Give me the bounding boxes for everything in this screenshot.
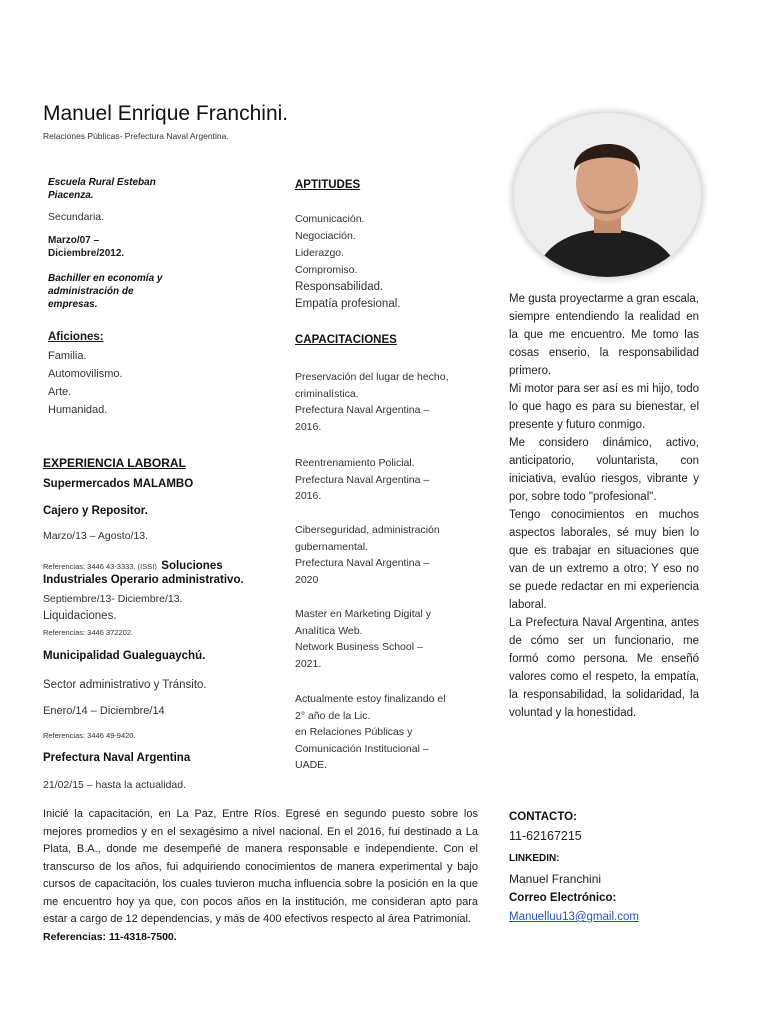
job3-role: Sector administrativo y Tránsito. bbox=[43, 679, 207, 691]
job3-refs: Referencias: 3446 49-9420. bbox=[43, 731, 136, 740]
person-name: Manuel Enrique Franchini. bbox=[43, 102, 289, 125]
aptitudes-list bbox=[295, 211, 400, 313]
list-item: Responsabilidad. bbox=[295, 281, 384, 293]
job1-company: Supermercados MALAMBO bbox=[43, 478, 194, 490]
job4-company: Prefectura Naval Argentina bbox=[43, 752, 191, 764]
training-block-2: Reentrenamiento Policial. Prefectura Naval Argentina – 2016. bbox=[295, 457, 430, 502]
profile-photo bbox=[514, 113, 701, 277]
job4-dates: 21/02/15 – hasta la actualidad. bbox=[43, 779, 187, 791]
hobbies-list bbox=[48, 347, 123, 419]
job1-refs-line bbox=[43, 556, 223, 574]
experience-references: Referencias: 11-4318-7500. bbox=[43, 930, 177, 943]
education-level: Secundaria. bbox=[48, 211, 105, 223]
profile-paragraph: La Prefectura Naval Argentina, antes de cómo ser un funcionario, me formó como persona. Me enseñó valores como el respeto, la empatía, la responsabilidad, la solidaridad, la voluntad y la honestidad. bbox=[509, 617, 699, 719]
job1-role: Cajero y Repositor. bbox=[43, 505, 148, 517]
job1-refs: Referencias: 3446 43-3333. (ISSI) bbox=[43, 562, 157, 571]
experience-paragraph: Inicié la capacitación, en La Paz, Entre Ríos. Egresé en segundo puesto sobre los mejores promedios y en el sexagésimo a nivel nacional. En el 2016, fui destinado a La Plata, B.A., donde me desempeñé de manera responsable e independiente. Con el transcurso de los años, fui adquiriendo conocimientos de manera experimental y bajo cursos de capacitación, los cuales tuvieron mucha influencia sobre la posición en la que me encuentro hoy ya que, con pocos años en la institución, me consideran apto para estar a cargo de 12 dependencias, y más de 400 efectivos respecto al área Patrimonial. bbox=[43, 808, 478, 925]
list-item: Automovilismo. bbox=[48, 368, 123, 380]
profile-paragraph: Me gusta proyectarme a gran escala, siempre entendiendo la realidad en la que me encuentro. Me tomo las cosas enserio, la responsabilidad primero. bbox=[509, 293, 699, 377]
list-item: Empatía profesional. bbox=[295, 298, 401, 310]
profile-paragraph: Me considero dinámico, activo, anticipatorio, voluntarista, con iniciativa, evalúo riesgos, vibrante y por, sobre todo "profesional". bbox=[509, 437, 699, 503]
list-item: Comunicación. bbox=[295, 213, 365, 225]
linkedin-value: Manuel Franchini bbox=[509, 872, 602, 886]
experience-description bbox=[43, 806, 478, 946]
profile-paragraph: Tengo conocimientos en muchos aspectos laborales, sé muy bien lo que es trabajar en situaciones que van de un extremo a otro; Y eso no se puede redactar en mi experiencia laboral. bbox=[509, 509, 699, 611]
email-label: Correo Electrónico: bbox=[509, 892, 617, 904]
job2-role: Liquidaciones. bbox=[43, 610, 117, 622]
list-item: Compromiso. bbox=[295, 264, 358, 276]
education-dates: Marzo/07 – Diciembre/2012. bbox=[48, 235, 125, 259]
job2-company-b: Industriales Operario administrativo. bbox=[43, 574, 244, 586]
training-block-4: Master en Marketing Digital y Analítica Web. Network Business School – 2021. bbox=[295, 608, 431, 670]
profile-paragraph: Mi motor para ser así es mi hijo, todo lo que hago es para su bienestar, el presente y futuro conmigo. bbox=[509, 383, 699, 431]
trainings-title: CAPACITACIONES bbox=[295, 334, 397, 346]
job1-dates: Marzo/13 – Agosto/13. bbox=[43, 530, 149, 542]
list-item: Liderazgo. bbox=[295, 247, 345, 259]
linkedin-label: LINKEDIN: bbox=[509, 853, 560, 864]
list-item: Negociación. bbox=[295, 230, 356, 242]
training-block-1: Preservación del lugar de hecho, criminalística. Prefectura Naval Argentina – 2016. bbox=[295, 371, 449, 433]
job-subtitle: Relaciones Públicas- Prefectura Naval Argentina. bbox=[43, 131, 229, 141]
training-block-3: Ciberseguridad, administración gubernamental. Prefectura Naval Argentina – 2020 bbox=[295, 524, 440, 586]
aptitudes-title: APTITUDES bbox=[295, 179, 361, 191]
job3-company: Municipalidad Gualeguaychú. bbox=[43, 650, 206, 662]
profile-summary bbox=[509, 290, 699, 722]
job2-dates: Septiembre/13- Diciembre/13. bbox=[43, 593, 183, 605]
contact-phone: 11-62167215 bbox=[509, 829, 582, 843]
list-item: Arte. bbox=[48, 386, 72, 398]
contact-title: CONTACTO: bbox=[509, 811, 577, 823]
job2-refs: Referencias: 3446 372202. bbox=[43, 628, 134, 637]
experience-title: EXPERIENCIA LABORAL bbox=[43, 456, 186, 470]
training-block-5: Actualmente estoy finalizando el 2° año de la Lic. en Relaciones Públicas y Comunicación Institucional – UADE. bbox=[295, 693, 446, 771]
hobbies-title: Aficiones: bbox=[48, 331, 104, 343]
school-name: Escuela Rural Esteban Piacenza. bbox=[48, 177, 156, 201]
degree: Bachiller en economía y administración de empresas. bbox=[48, 273, 163, 310]
email-link[interactable]: Manuelluu13@gmail.com bbox=[509, 911, 639, 923]
list-item: Familia. bbox=[48, 350, 87, 362]
job2-company-a: Soluciones bbox=[161, 560, 223, 572]
list-item: Humanidad. bbox=[48, 404, 108, 416]
job3-dates: Enero/14 – Diciembre/14 bbox=[43, 705, 165, 717]
